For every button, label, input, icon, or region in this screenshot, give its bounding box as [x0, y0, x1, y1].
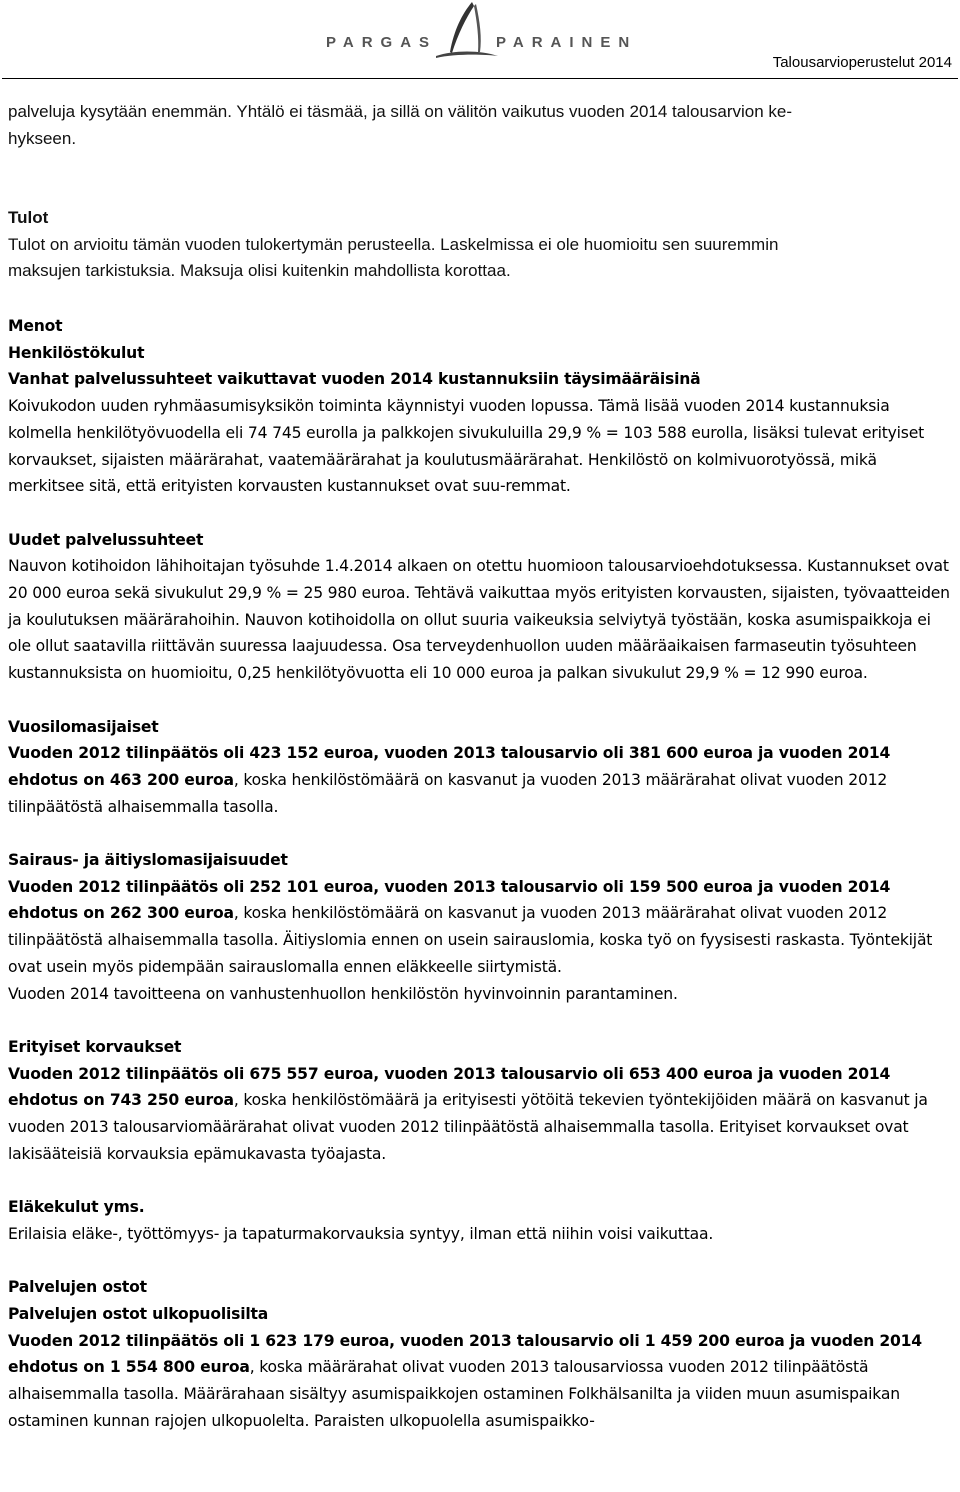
page-header: [0, 0, 960, 90]
ostot-subheading: Palvelujen ostot ulkopuolisilta: [8, 1304, 269, 1323]
document-title: Talousarvioperustelut 2014: [772, 54, 952, 71]
erityiset-figures: Vuoden 2012 tilinpäätös oli 675 557 euroa, vuoden 2013 talousarvio oli 653 400 euroa ja vuoden 2014 ehdotus on 743 250 euroa: [8, 1064, 891, 1110]
main-content: [8, 313, 952, 1434]
intro-line-1: palveluja kysytään enemmän. Yhtälö ei täsmää, ja sillä on välitön vaikutus vuoden 2014 talousarvion ke-: [8, 102, 793, 121]
tulot-line-1: Tulot on arvioitu tämän vuoden tulokertymän perusteella. Laskelmissa ei ole huomioitu sen suuremmin: [8, 234, 779, 254]
tulot-section: [8, 205, 952, 285]
header-divider: [2, 78, 958, 79]
elake-heading: Eläkekulut yms.: [8, 1198, 145, 1217]
sairaus-heading: Sairaus- ja äitiyslomasijaisuudet: [8, 851, 288, 870]
uudet-heading: Uudet palvelussuhteet: [8, 530, 204, 549]
ostot-heading: Palvelujen ostot: [8, 1278, 147, 1297]
sairaus-goal: Vuoden 2014 tavoitteena on vanhustenhuollon henkilöstön hyvinvoinnin parantaminen.: [8, 984, 678, 1003]
vuosiloma-text: , koska henkilöstömäärä on kasvanut ja vuoden 2013 määrärahat olivat vuoden 2012 tilinpäätöstä alhaisemmalla tasolla.: [8, 770, 888, 816]
sail-logo-icon: [432, 0, 502, 62]
sairaus-figures: Vuoden 2012 tilinpäätös oli 252 101 euroa, vuoden 2013 talousarvio oli 159 500 euroa ja vuoden 2014 ehdotus on 262 300 euroa: [8, 877, 891, 923]
erityiset-text: , koska henkilöstömäärä ja erityisesti yötöitä tekevien työntekijöiden määrä on kasvanut ja vuoden 2013 talousarviomäärärahat olivat vuoden 2012 tilinpäätöstä alhaisemmalla tasolla. Erityiset korvaukset ovat lakisääteisiä korvauksia epämukavasta työajasta.: [8, 1091, 928, 1163]
sairaus-text: , koska henkilöstömäärä on kasvanut ja vuoden 2013 määrärahat olivat vuoden 2012 tilinpäätöstä alhaisemmalla tasolla. Äitiyslomia ennen on usein sairauslomia, koska työ on fyysisesti raskasta. Työntekijät ovat usein myös pidempään sairauslomalla ennen eläkkeelle siirtymistä.: [8, 904, 933, 976]
logo-text-parainen: PARAINEN: [496, 34, 638, 51]
henkilostokulut-heading: Henkilöstökulut: [8, 343, 145, 362]
vuosiloma-heading: Vuosilomasijaiset: [8, 717, 159, 736]
ostot-text: , koska määrärahat olivat vuoden 2013 talousarviossa vuoden 2012 tilinpäätöstä alhaisemmalla tasolla. Määrärahaan sisältyy asumispaikkojen ostaminen Folkhälsanilta ja viiden muun asumispaikan ostaminen kunnan rajojen ulkopuolelta. Paraisten ulkopuolella asumispaikko-: [8, 1358, 900, 1430]
erityiset-paragraph: [8, 1061, 952, 1168]
vanhat-heading: Vanhat palvelussuhteet vaikuttavat vuoden 2014 kustannuksiin täysimääräisinä: [8, 370, 701, 389]
uudet-paragraph: Nauvon kotihoidon lähihoitajan työsuhde 1.4.2014 alkaen on otettu huomioon talousarvioehdotuksessa. Kustannukset ovat 20 000 euroa sekä sivukulut 29,9 % = 25 980 euroa. Tehtävä vaikuttaa myös erityisten korvausten, sijaisten, työvaatteiden ja koulutuksen määrärahoihin. Nauvon kotihoidolla on ollut suuria vaikeuksia selviytyä työstään, koska asumispaikkoja ei ole ollut saatavilla riittävän suuressa laajuudessa. Osa terveydenhuollon uuden määräaikaisen farmaseutin työsuhteen kustannuksista on huomioitu, 0,25 henkilötyövuotta eli 10 000 euroa ja palkan sivukulut 29,9 % = 12 990 euroa.: [8, 557, 950, 683]
vuosiloma-paragraph: [8, 740, 952, 820]
ostot-paragraph: [8, 1328, 952, 1435]
vanhat-paragraph: Koivukodon uuden ryhmäasumisyksikön toiminta käynnistyi vuoden lopussa. Tämä lisää vuoden 2014 kustannuksia kolmella henkilötyövuodella eli 74 745 eurolla ja palkkojen sivukuluilla 29,9 % = 103 588 eurolla, lisäksi tulevat erityiset korvaukset, sijaisten määrärahat, vaatemäärärahat ja koulutusmäärärahat. Henkilöstö on kolmivuorotyössä, mikä merkitsee sitä, että erityisten korvausten kustannukset ovat suu-remmat.: [8, 397, 925, 496]
elake-paragraph: Erilaisia eläke-, työttömyys- ja tapaturmakorvauksia syntyy, ilman että niihin voisi vaikuttaa.: [8, 1224, 714, 1243]
tulot-line-2: maksujen tarkistuksia. Maksuja olisi kuitenkin mahdollista korottaa.: [8, 261, 511, 280]
menot-heading: Menot: [8, 317, 63, 335]
vuosiloma-figures: Vuoden 2012 tilinpäätös oli 423 152 euroa, vuoden 2013 talousarvio oli 381 600 euroa ja vuoden 2014 ehdotus on 463 200 euroa: [8, 744, 891, 789]
intro-paragraph: [8, 99, 952, 152]
erityiset-heading: Erityiset korvaukset: [8, 1037, 182, 1056]
sairaus-paragraph: [8, 874, 952, 981]
intro-line-2: hykseen.: [8, 128, 77, 148]
logo-text-pargas: PARGAS: [326, 34, 438, 51]
ostot-figures: Vuoden 2012 tilinpäätös oli 1 623 179 euroa, vuoden 2013 talousarvio oli 1 459 200 euroa ja vuoden 2014 ehdotus on 1 554 800 euroa: [8, 1331, 922, 1377]
tulot-heading: Tulot: [8, 208, 49, 227]
